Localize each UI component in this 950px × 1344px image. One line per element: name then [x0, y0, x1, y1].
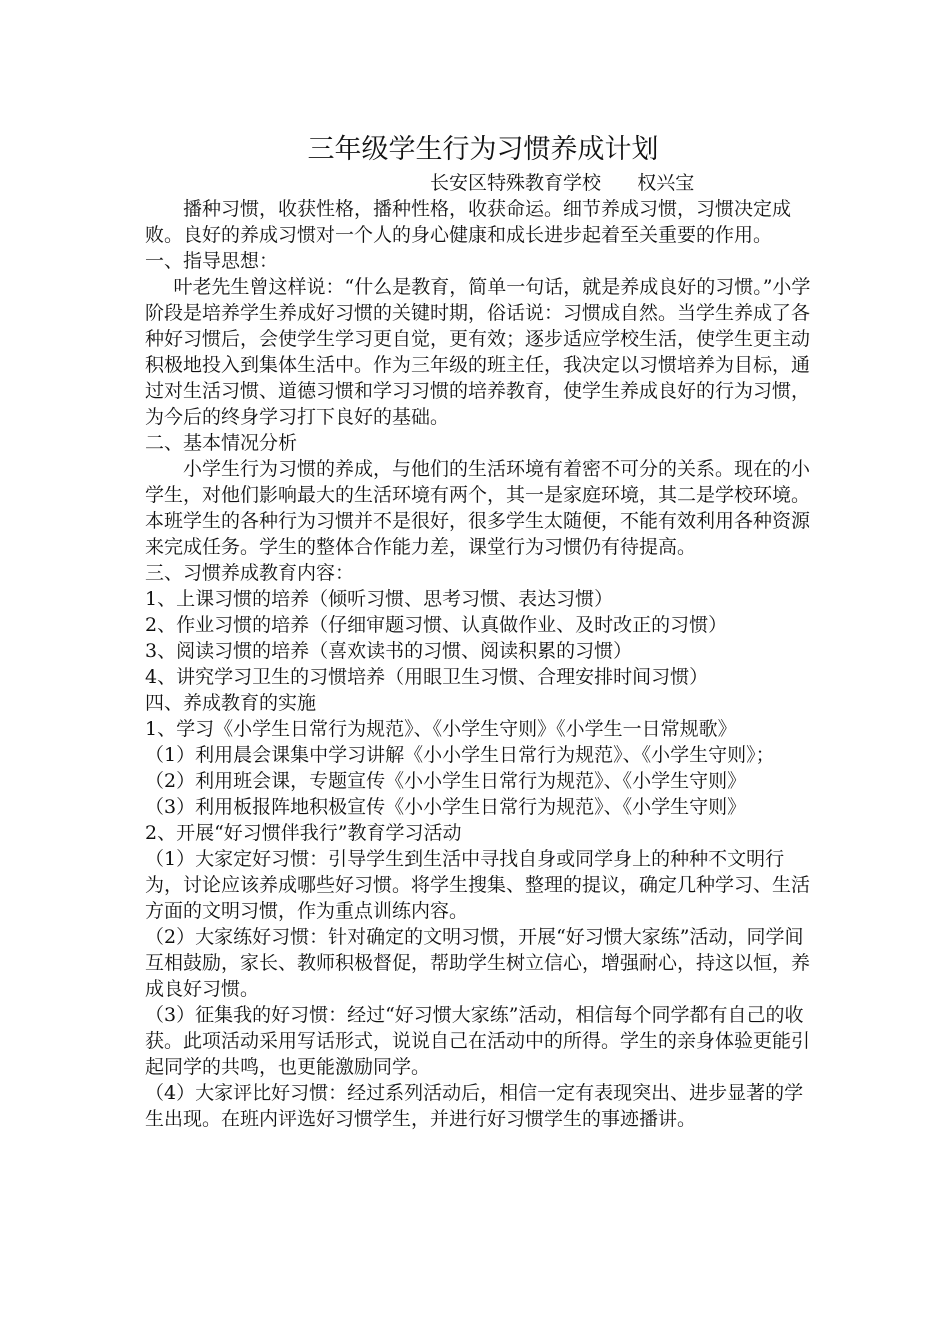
paragraph: 一、指导思想：: [145, 250, 279, 272]
paragraph: （4）大家评比好习惯：经过系列活动后，相信一定有表现突出、进步显著的学生出现。在班内评选好习惯学生，并进行好习惯学生的事迹播讲。: [145, 1082, 804, 1130]
paragraph: （1）利用晨会课集中学习讲解《小小学生日常行为规范》、《小学生守则》；: [145, 744, 775, 766]
paragraph: （3）征集我的好习惯：经过“好习惯大家练”活动，相信每个同学都有自己的收获。此项活动采用写话形式，说说自己在活动中的所得。学生的亲身体验更能引起同学的共鸣，也更能激励同学。: [145, 1004, 811, 1078]
document-body: [145, 196, 813, 1132]
paragraph: 二、基本情况分析: [145, 432, 298, 454]
paragraph: （1）大家定好习惯：引导学生到生活中寻找自身或同学身上的种种不文明行为，讨论应该养成哪些好习惯。将学生搜集、整理的提议，确定几种学习、生活方面的文明习惯，作为重点训练内容。: [145, 848, 811, 922]
paragraph: 小学生行为习惯的养成，与他们的生活环境有着密不可分的关系。现在的小学生，对他们影响最大的生活环境有两个，其一是家庭环境，其二是学校环境。本班学生的各种行为习惯并不是很好，很多学生太随便，不能有效利用各种资源来完成任务。学生的整体合作能力差，课堂行为习惯仍有待提高。: [145, 458, 811, 558]
paragraph: （2）大家练好习惯：针对确定的文明习惯，开展“好习惯大家练”活动，同学间互相鼓励，家长、教师积极督促，帮助学生树立信心，增强耐心，持这以恒，养成良好习惯。: [145, 926, 811, 1000]
paragraph: 三、习惯养成教育内容：: [145, 562, 355, 584]
author-line: 长安区特殊教育学校 权兴宝: [430, 172, 695, 194]
paragraph: 2、作业习惯的培养（仔细审题习惯、认真做作业、及时改正的习惯）: [145, 614, 728, 636]
document-title: 三年级学生行为习惯养成计划: [307, 134, 659, 165]
paragraph: 叶老先生曾这样说：“什么是教育，简单一句话，就是养成良好的习惯。”小学阶段是培养学生养成好习惯的关键时期，俗话说：习惯成自然。当学生养成了各种好习惯后，会使学生学习更自觉，更有效；逐步适应学校生活，使学生更主动积极地投入到集体生活中。作为三年级的班主任，我决定以习惯培养为目标，通过对生活习惯、道德习惯和学习习惯的培养教育，使学生养成良好的行为习惯，为今后的终身学习打下良好的基础。: [145, 276, 811, 428]
paragraph: 3、阅读习惯的培养（喜欢读书的习惯、阅读积累的习惯）: [145, 640, 633, 662]
paragraph: 播种习惯，收获性格，播种性格，收获命运。细节养成习惯，习惯决定成败。良好的养成习惯对一个人的身心健康和成长进步起着至关重要的作用。: [145, 198, 792, 246]
document-page: [145, 130, 813, 1132]
paragraph: 1、学习《小学生日常行为规范》、《小学生守则》《小学生一日常规歌》: [145, 718, 737, 740]
paragraph: 四、养成教育的实施: [145, 692, 317, 714]
paragraph: （3）利用板报阵地积极宣传《小小学生日常行为规范》、《小学生守则》: [145, 796, 747, 818]
paragraph: （2）利用班会课，专题宣传《小小学生日常行为规范》、《小学生守则》: [145, 770, 747, 792]
paragraph: 4、讲究学习卫生的习惯培养（用眼卫生习惯、合理安排时间习惯）: [145, 666, 709, 688]
paragraph: 2、开展“好习惯伴我行”教育学习活动: [145, 822, 462, 844]
paragraph: 1、上课习惯的培养（倾听习惯、思考习惯、表达习惯）: [145, 588, 614, 610]
